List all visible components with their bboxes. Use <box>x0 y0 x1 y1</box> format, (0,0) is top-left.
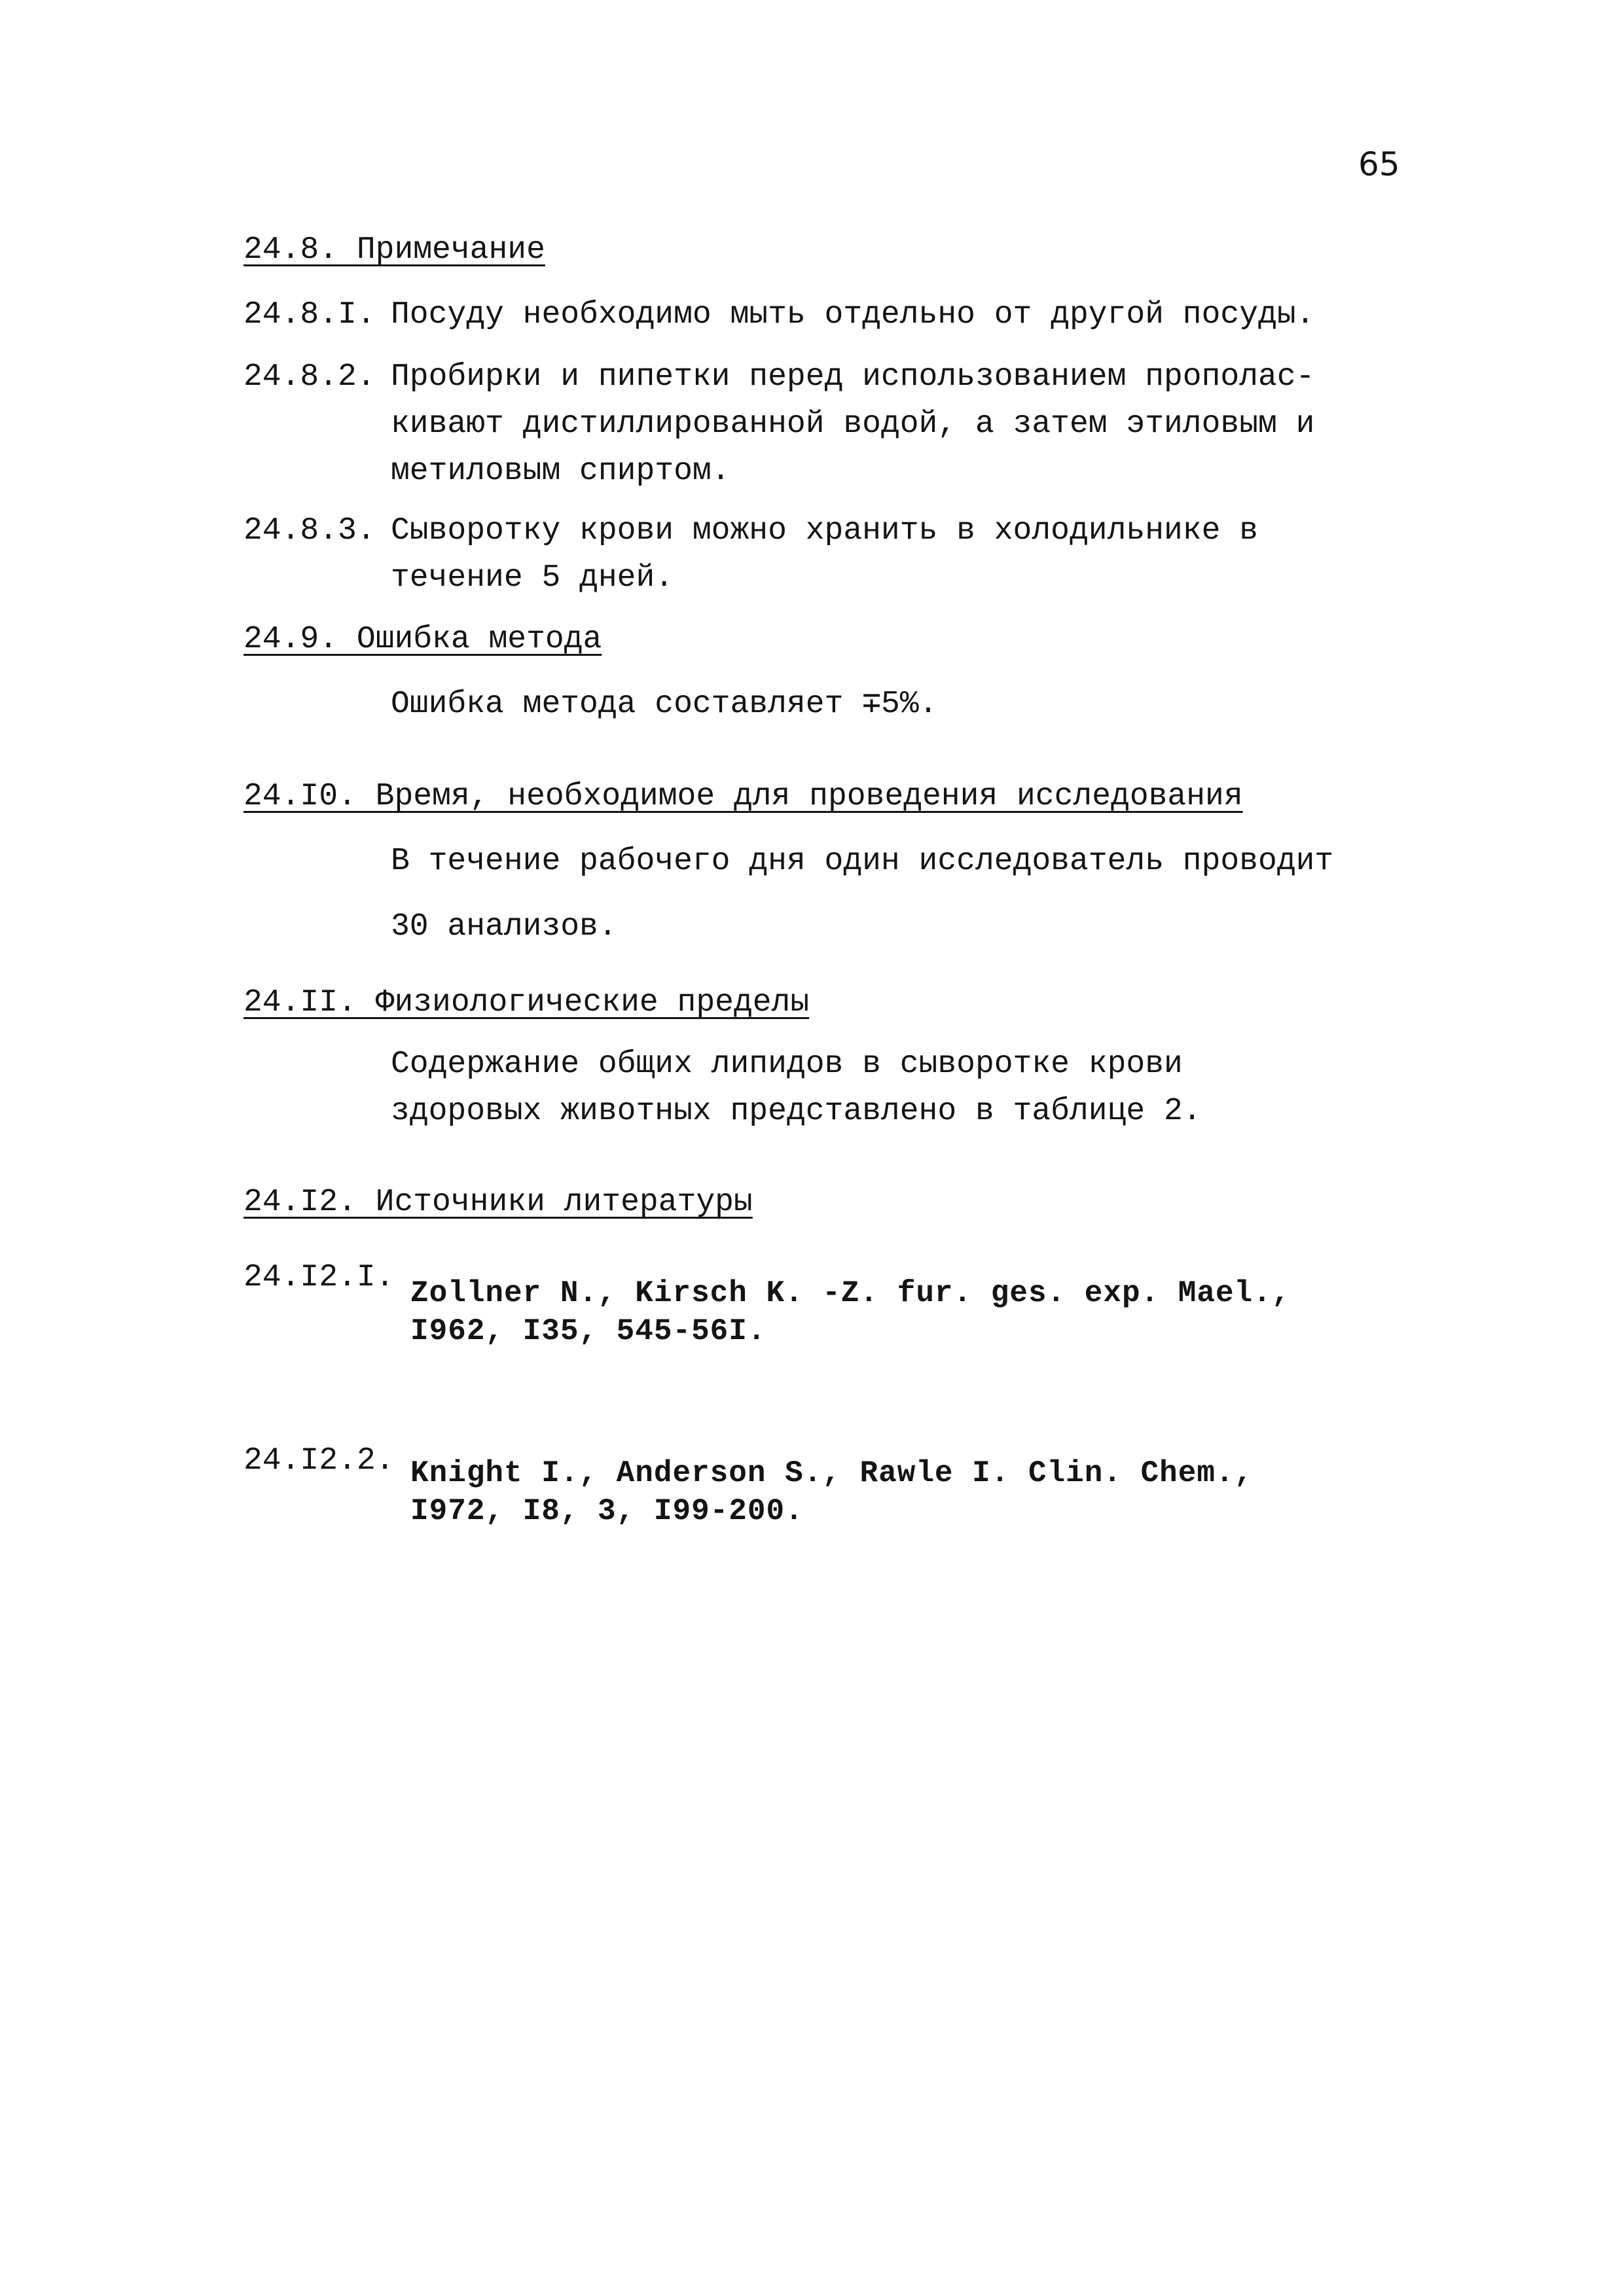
reference-number: 24.I2.2. <box>244 1443 395 1479</box>
section-heading-24-10: 24.I0. Время, необходимое для проведения исследования <box>244 779 1243 814</box>
paragraph-line: здоровых животных представлено в таблице 2. <box>391 1094 1202 1129</box>
section-heading-24-9: 24.9. Ошибка метода <box>244 622 602 657</box>
page-number: 65 <box>1358 145 1400 183</box>
reference-text: Knight I., Anderson S., Rawle I. Clin. Chem., <box>410 1456 1254 1490</box>
reference-text: Zollner N., Kirsch K. -Z. fur. ges. exp. Mael., <box>410 1276 1291 1310</box>
item-text: метиловым спиртом. <box>391 454 731 489</box>
item-number: 24.8.2. <box>244 359 376 395</box>
item-number: 24.8.3. <box>244 513 376 548</box>
paragraph-line: Содержание общих липидов в сыворотке крови <box>391 1047 1183 1082</box>
reference-number: 24.I2.I. <box>244 1260 395 1295</box>
paragraph-line: 30 анализов. <box>391 909 617 944</box>
paragraph-line: В течение рабочего дня один исследователь проводит <box>391 844 1334 879</box>
item-text: кивают дистиллированной водой, а затем этиловым и <box>391 406 1315 442</box>
reference-text: I972, I8, 3, I99-200. <box>410 1494 804 1528</box>
error-text: Ошибка метода составляет ∓5%. <box>391 687 938 722</box>
section-heading-24-8: 24.8. Примечание <box>244 232 545 268</box>
item-text: Посуду необходимо мыть отдельно от другой посуды. <box>391 297 1315 332</box>
section-heading-24-11: 24.II. Физиологические пределы <box>244 985 810 1020</box>
reference-text: I962, I35, 545-56I. <box>410 1314 767 1348</box>
item-text: течение 5 дней. <box>391 560 674 596</box>
section-heading-24-12: 24.I2. Источники литературы <box>244 1185 753 1220</box>
item-text: Пробирки и пипетки перед использованием прополас- <box>391 359 1315 395</box>
item-number: 24.8.I. <box>244 297 376 332</box>
item-text: Сыворотку крови можно хранить в холодильнике в <box>391 513 1259 548</box>
